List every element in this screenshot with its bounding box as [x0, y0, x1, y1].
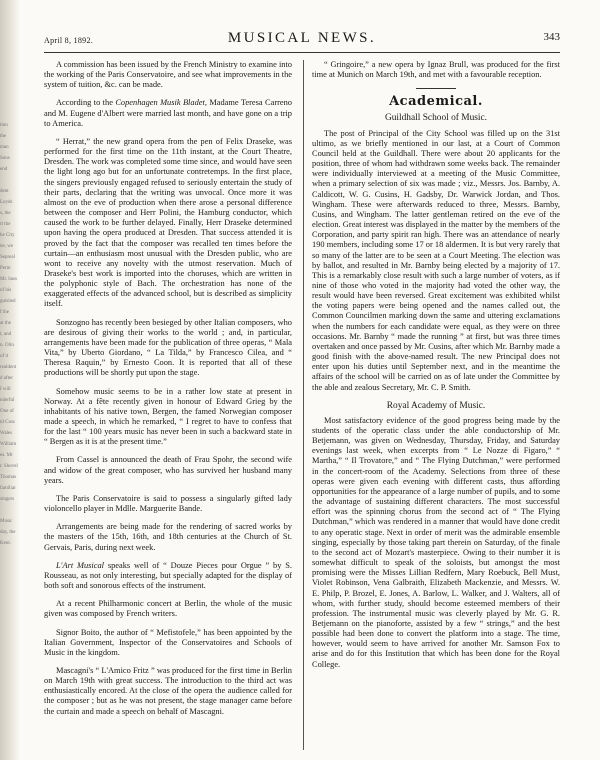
text-span: speaks well of “ Douze Pieces pour Orgue ” by S. Rousseau, as not only interesting, but specially adapted for the display of both soft and sonorous effects of the instrument. — [44, 560, 292, 591]
page-header — [44, 30, 560, 50]
adjacent-page-margin-text: tion the man Sons end dent Loyds s, the rt the he City ne, we Sepreal Perm Mr. bass of his guished f the at the t, and n. Olin of it realdent d after I will nderful One of td Cuss Wales William es. Mr r. Shovel Thomas familiar singers Music day, the Kent. — [0, 123, 18, 546]
subsection-title-royal-academy: Royal Academy of Music. — [386, 400, 486, 411]
paragraph-philharmonic: At a recent Philharmonic concert at Berlin, the whole of the music given was composed by French writers. — [44, 599, 292, 619]
paragraph-cassel: From Cassel is announced the death of Frau Spohr, the second wife and widow of the great composer, who has survived her husband many years. — [44, 455, 292, 485]
left-column — [44, 60, 292, 725]
subsection-title-guildhall: Guildhall School of Music. — [384, 113, 488, 124]
paragraph-boito: Signor Boito, the author of “ Mefistofele,” has been appointed by the Italian Government, Inspector of the Conservatoires and Schools of Music in the kingdom. — [44, 627, 292, 657]
paragraph-carreno — [44, 98, 292, 128]
page-number: 343 — [543, 31, 560, 43]
paragraph-guildhall: The post of Principal of the City School was filled up on the 31st ultimo, as we briefly mentioned in our last, at a Court of Common Council held at the Guildhall. There were about 20 applicants for the position, three of whom had withdrawn some weeks back. The remainder were individually interviewed at a meeting of the Music Committee, when a primary selection of six was made ; viz., Messrs. Jos. Barnby, A. Caldicott, W. G. Cusins, H. Gadsby, Dr. Warwick Jordan, and Thos. Wingham. These were afterwards reduced to three, Messrs. Barnby, Cusins, and Wingham. The latter gentleman retired on the eve of the election. Great interest was displayed in the matter by the members of the Corporation, and party spirit ran high. There was an attendance of nearly 190 members, including some 17 or 18 aldermen. It is but very rarely that so many of the latter are to be seen at a Court Meeting. The election was by ballot, and resulted in Mr. Barnby being elected by a majority of 17. This is a remarkably close result with such a large number of voters, as if nine of those who voted in the majority had voted the other way, the result would have been reversed. Great excitement was exhibited whilst the voting papers were being opened and the names called out, the Common Councilmen marking down the same and uttering exclamations when the numbers for each candidate were equal, as they were on three occasions. Mr. Barnby “ made the running ” at first, but was three times overtaken and once passed by Mr. Cusins, after which Mr. Barnby made a good finish with the above-named result. The new Principal does not enter upon his duties until September next, and in the meantime the affairs of the school will be carried on as of late under the Committee by the able and zealous Secretary, Mr. C. P. Smith. — [312, 128, 560, 392]
paragraph-sonzogno: Sonzogno has recently been besieged by other Italian composers, who are desirous of giving their works to the world ; and, in particular, arrangements have been made for the publication of three operas, “ Mala Vita,” by Uberto Giordano, “ La Tilda,” by Francesco Cilea, and “ Theresa Raquin,” by Ernesto Coon. It is reported that all of these productions will be shortly put upon the stage. — [44, 317, 292, 378]
paragraph-mascagni: Mascagni's “ L'Amico Fritz ” was produced for the first time in Berlin on March 19th with great success. The introduction to the third act was enthusiastically encored. At the close of the opera the audience called for the composer ; but as he was not present, the stage manager came before the curtain and made a speech on behalf of Mascagni. — [44, 665, 292, 716]
paragraph-commission: A commission has been issued by the French Ministry to examine into the working of the Paris Conservatoire, and see what improvements in the system of tuition, &c. can be made. — [44, 60, 292, 90]
right-column — [312, 60, 560, 678]
paragraph-herrat: “ Herrat,” the new grand opera from the pen of Felix Draseke, was performed for the first time on the 11th instant, at the Court Theatre, Dresden. The work was completed some time since, and would have seen the light long ago but for an unfortunate contretemps. In the first place, the singers previously engaged refused to seriously entertain the study of their parts, declaring that the writing was unvocal. Once more it was almost on the eve of production when there arose a personal difference between the composer and Herr Polini, the Hamburg conductor, which caused the work to be further delayed. Finally, Herr Draseke determined upon having the opera produced at Dresden. That success attended it is proved by the fact that the composer was recalled ten times before the curtain—an enthusiasm most unusual with the Dresden public, who are wont to receive any novelty with the utmost reservation. Much of Draseke's best work is imported into the choruses, which are written in the polyphonic style of Bach. The orchestration has none of the exaggerated effects of the advanced school, but is described as simplicity itself. — [44, 136, 292, 309]
paragraph-gringoire: “ Gringoire,” a new opera by Ignaz Brull, was produced for the first time at Munich on March 19th, and met with a favourable reception. — [312, 60, 560, 80]
section-rule — [416, 88, 456, 89]
section-title-academical: Academical. — [389, 94, 483, 110]
header-rule — [44, 52, 560, 53]
paragraph-art-musical — [44, 561, 292, 591]
text-span: , Madame Teresa Carreno and M. Eugene d'Albert were married last month, and have gone on a trip to America. — [44, 98, 292, 128]
header-title: MUSICAL NEWS. — [227, 30, 377, 46]
text-span: According to the — [56, 98, 116, 108]
paragraph-st-gervais: Arrangements are being made for the rendering of sacred works by the masters of the 15th, 16th, and 18th centuries at the Church of St. Gervais, Paris, during next week. — [44, 522, 292, 552]
paragraph-conservatoire: The Paris Conservatoire is said to possess a singularly gifted lady violoncello player in Mdlle. Marguerite Bande. — [44, 493, 292, 514]
header-date: April 8, 1892. — [44, 36, 94, 45]
column-divider — [303, 60, 304, 750]
publication-name: L'Art Musical — [56, 560, 104, 570]
paragraph-royal-academy: Most satisfactory evidence of the good progress being made by the students of the operatic class under the able conductorship of Mr. Betjemann, was given on Wednesday, Thursday, Friday, and Saturday evenings last week, when excerpts from “ Le Nozze di Figaro,” “ Martha,” “ Il Trovatore,” and “ The Flying Dutchman,” were performed in the concert-room of the Academy. Selections from three of these operas were given each evening with different casts, thus affording opportunities for the appearance of a large number of pupils, and to some the advantage of sustaining different characters. The most successful effort was the spinning chorus from the second act of “ The Flying Dutchman,” which was rendered in a manner that would have done credit to any operatic stage. Next in order of merit was the admirable ensemble singing, especially by those taking part therein on Saturday, of the finale to the second act of Mozart's masterpiece. Owing to their number it is somewhat difficult to speak of the soloists, but amongst the most promising were the Misses Lillian Redfern, Mary Roebuck, Bell Must, Violet Robinson, Vena Galbraith, Elizabeth Mackenzie, and Messrs. W. E. Philp, P. Brozel, E. Jones, A. Barlow, L. Walker, and J. Walters, all of whom, with further study, should become esteemed members of their profession. The instrumental music was cleverly played by Mr. G. R. Betjemann on the pianoforte, assisted by a few “ strings,” and the best possible had been done to convert the platform into a stage. The time, however, would seem to have arrived for another Mr. Samson Fox to arise and do for this Institution that which has been done for the Royal College. — [312, 415, 560, 669]
paragraph-norway: Somehow music seems to be in a rather low state at present in Norway. At a fête recently given in honour of Edward Grieg by the inhabitants of his native town, Bergen, the famed Norwegian composer made a speech, in which he remarked, “ I regret to have to confess that for the last “ 100 years music has never been in such a backward state in “ Bergen as it is at the present time.” — [44, 386, 292, 447]
publication-name: Copenhagen Musik Bladet — [115, 98, 205, 108]
